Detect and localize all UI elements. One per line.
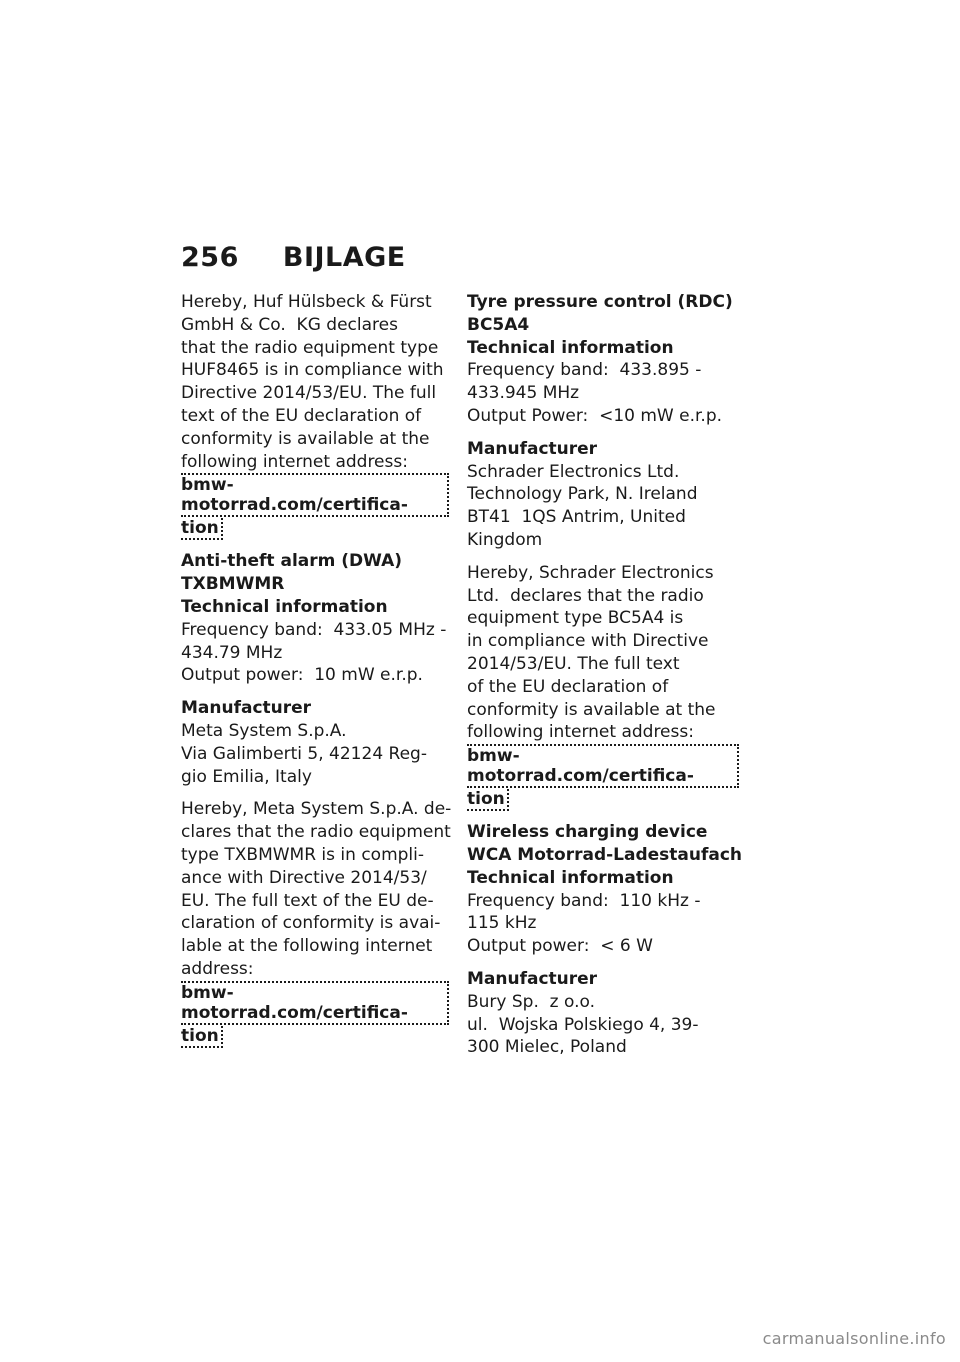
text-line: clares that the radio equipment xyxy=(181,822,451,843)
section-heading: Wireless charging device xyxy=(467,822,708,843)
text-line: Via Galimberti 5, 42124 Reg- xyxy=(181,743,427,764)
text-line: Frequency band: 433.05 MHz - xyxy=(181,619,447,640)
text-line: conformity is available at the xyxy=(181,428,430,449)
text-line: lable at the following internet xyxy=(181,936,433,957)
right-column xyxy=(467,291,743,1069)
text-line: Output power: 10 mW e.r.p. xyxy=(181,665,423,686)
text-line: gio Emilia, Italy xyxy=(181,766,312,787)
text-line: Kingdom xyxy=(467,529,543,550)
certification-link[interactable] xyxy=(181,473,449,540)
text-line: Hereby, Huf Hülsbeck & Fürst xyxy=(181,292,432,312)
text-line: Frequency band: 433.895 - xyxy=(467,360,702,381)
manufacturer-heading: Manufacturer xyxy=(467,968,598,989)
model-heading: TXBMWMR xyxy=(181,574,285,595)
text-line: Directive 2014/53/EU. The full xyxy=(181,383,437,404)
rdc-declaration xyxy=(467,562,739,811)
text-line: that the radio equipment type xyxy=(181,337,439,358)
section-heading: Tyre pressure control (RDC) xyxy=(467,292,733,312)
watermark-text: carmanualsonline.info xyxy=(762,1329,946,1348)
left-column xyxy=(181,291,452,1058)
link-text[interactable]: tion xyxy=(467,789,509,811)
text-line: following internet address: xyxy=(181,451,408,472)
wca-manufacturer xyxy=(467,968,739,1059)
model-heading: WCA Motorrad-Ladestaufach xyxy=(467,844,743,865)
text-line: address: xyxy=(181,958,254,979)
dwa-section xyxy=(181,550,449,687)
tech-info-heading: Technical information xyxy=(467,867,674,888)
text-line: 2014/53/EU. The full text xyxy=(467,653,680,674)
manufacturer-heading: Manufacturer xyxy=(467,438,598,459)
text-line: GmbH & Co. KG declares xyxy=(181,314,398,335)
text-line: conformity is available at the xyxy=(467,699,716,720)
certification-link[interactable] xyxy=(181,981,449,1048)
text-line: Schrader Electronics Ltd. xyxy=(467,461,680,482)
certification-link[interactable] xyxy=(467,744,739,811)
rdc-section xyxy=(467,291,739,428)
rdc-manufacturer xyxy=(467,438,739,552)
text-line: Ltd. declares that the radio xyxy=(467,585,704,606)
text-line: Meta System S.p.A. xyxy=(181,720,347,741)
link-text[interactable]: bmw-motorrad.com/certifica- xyxy=(181,981,449,1025)
link-text[interactable]: tion xyxy=(181,1026,223,1048)
text-line: of the EU declaration of xyxy=(467,676,669,697)
text-line: equipment type BC5A4 is xyxy=(467,608,684,629)
link-text[interactable]: bmw-motorrad.com/certifica- xyxy=(467,744,739,788)
text-line: 300 Mielec, Poland xyxy=(467,1037,627,1058)
wca-section xyxy=(467,821,743,958)
text-line: Bury Sp. z o.o. xyxy=(467,991,596,1012)
section-title: BIJLAGE xyxy=(282,242,406,273)
tech-info-heading: Technical information xyxy=(181,596,388,617)
text-line: 434.79 MHz xyxy=(181,642,283,663)
text-line: EU. The full text of the EU de- xyxy=(181,890,434,911)
text-line: Frequency band: 110 kHz - xyxy=(467,890,701,911)
manufacturer-heading: Manufacturer xyxy=(181,698,312,719)
text-line: Output power: < 6 W xyxy=(467,936,653,957)
text-line: claration of conformity is avai- xyxy=(181,913,441,934)
text-line: HUF8465 is in compliance with xyxy=(181,360,444,381)
text-line: ance with Directive 2014/53/ xyxy=(181,867,427,888)
text-line: 433.945 MHz xyxy=(467,383,580,404)
tech-info-heading: Technical information xyxy=(467,337,674,358)
text-line: text of the EU declaration of xyxy=(181,405,422,426)
page-number: 256 xyxy=(181,242,239,273)
link-text[interactable]: tion xyxy=(181,518,223,540)
text-line: Output Power: <10 mW e.r.p. xyxy=(467,405,723,426)
text-line: type TXBMWMR is in compli- xyxy=(181,844,424,865)
link-text[interactable]: bmw-motorrad.com/certifica- xyxy=(181,473,449,517)
text-line: 115 kHz xyxy=(467,913,537,934)
dwa-manufacturer xyxy=(181,697,449,788)
text-line: following internet address: xyxy=(467,722,694,743)
huf-declaration xyxy=(181,291,449,540)
text-line: ul. Wojska Polskiego 4, 39- xyxy=(467,1014,699,1035)
model-heading: BC5A4 xyxy=(467,314,530,335)
dwa-declaration xyxy=(181,798,452,1047)
text-line: BT41 1QS Antrim, United xyxy=(467,507,686,528)
text-line: Hereby, Meta System S.p.A. de- xyxy=(181,799,452,820)
text-line: Hereby, Schrader Electronics xyxy=(467,562,714,583)
page-header xyxy=(181,242,406,273)
text-line: Technology Park, N. Ireland xyxy=(467,484,698,505)
text-line: in compliance with Directive xyxy=(467,631,709,652)
section-heading: Anti-theft alarm (DWA) xyxy=(181,551,403,572)
